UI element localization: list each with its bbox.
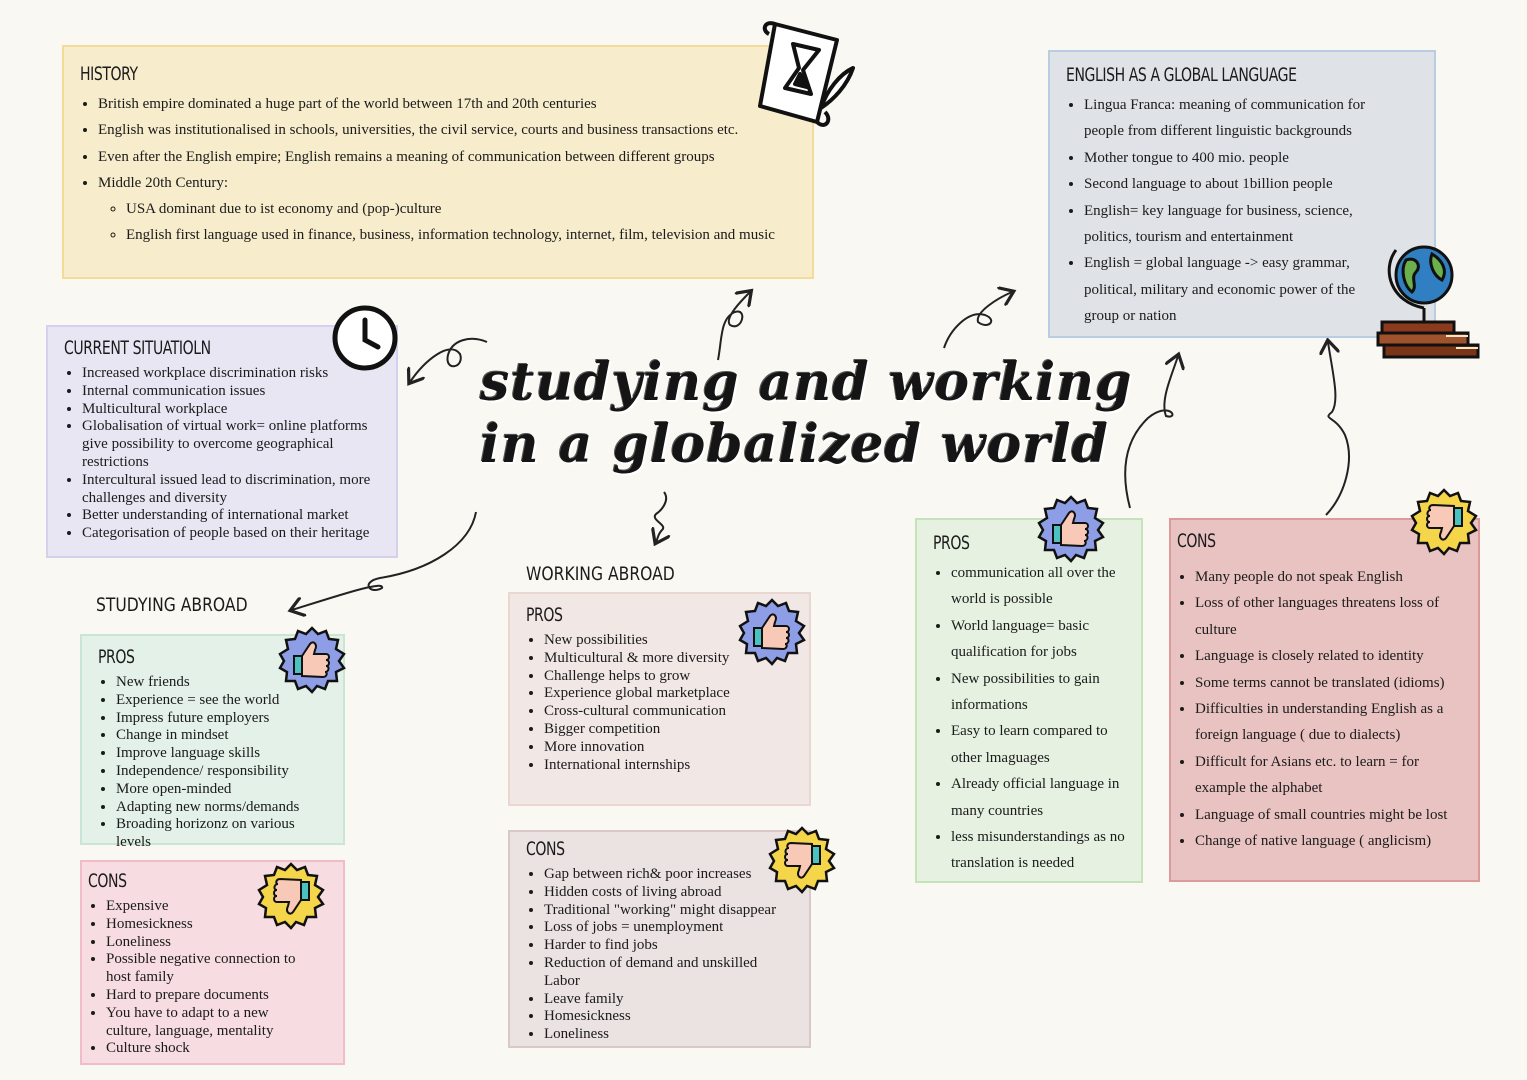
english-pros-heading: PROS bbox=[933, 532, 970, 554]
list-item: • Broading horizonz on various levels bbox=[116, 816, 327, 852]
list-item: • Lingua Franca: meaning of communication for people from different linguistic backgrounds bbox=[1084, 92, 1378, 145]
title-line-2: in a globalized world bbox=[480, 414, 1109, 475]
list-item: • less misunderstandings as no translation is needed bbox=[951, 824, 1125, 877]
list-item: • Language is closely related to identity bbox=[1195, 643, 1472, 669]
clock-icon bbox=[330, 303, 400, 373]
list-item: • Experience = see the world bbox=[116, 692, 327, 710]
list-item: • Intercultural issued lead to discrimination, more challenges and diversity bbox=[82, 472, 380, 508]
working-cons-heading: CONS bbox=[526, 838, 565, 860]
list-item: • British empire dominated a huge part of the world between 17th and 20th centuries bbox=[98, 91, 796, 117]
list-item: • More open-minded bbox=[116, 781, 327, 799]
list-item: • Mother tongue to 400 mio. people bbox=[1084, 145, 1378, 171]
list-item: • Leave family bbox=[544, 991, 793, 1009]
arrow-to-working bbox=[655, 492, 666, 542]
thumbs-down-icon bbox=[1410, 488, 1478, 556]
history-sublist bbox=[98, 196, 796, 249]
thumbs-up-icon bbox=[278, 626, 346, 694]
list-item: • English= key language for business, science, politics, tourism and entertainment bbox=[1084, 198, 1378, 251]
list-item: • New friends bbox=[116, 674, 327, 692]
english-pros-box bbox=[915, 518, 1143, 883]
scroll-hourglass-icon bbox=[755, 12, 860, 137]
list-item: • More innovation bbox=[544, 739, 793, 757]
list-item: • Even after the English empire; English remains a meaning of communication between different groups bbox=[98, 144, 796, 170]
list-item: • World language= basic qualification for jobs bbox=[951, 613, 1125, 666]
list-item: • Harder to find jobs bbox=[544, 937, 793, 955]
list-item: • Independence/ responsibility bbox=[116, 763, 327, 781]
history-heading: HISTORY bbox=[80, 63, 138, 85]
list-item: • Second language to about 1billion people bbox=[1084, 171, 1378, 197]
studying-pros-list bbox=[98, 674, 327, 852]
english-pros-list bbox=[933, 560, 1125, 877]
thumbs-up-icon bbox=[738, 598, 806, 666]
list-item: • Easy to learn compared to other lmaguages bbox=[951, 718, 1125, 771]
list-item: • Loss of jobs = unemployment bbox=[544, 919, 793, 937]
list-item: • Loneliness bbox=[106, 934, 337, 952]
english-cons-heading: CONS bbox=[1177, 530, 1216, 552]
list-item: • Better understanding of international market bbox=[82, 507, 380, 525]
list-item: • English = global language -> easy grammar, political, military and economic power of the group or nation bbox=[1084, 250, 1378, 329]
working-cons-box bbox=[508, 830, 811, 1048]
list-item: • Language of small countries might be lost bbox=[1195, 802, 1472, 828]
studying-cons-heading: CONS bbox=[88, 870, 127, 892]
arrow-pros-to-global bbox=[1125, 356, 1178, 508]
list-item: • Change of native language ( anglicism) bbox=[1195, 828, 1472, 854]
list-item: ◦ USA dominant due to ist economy and (pop-)culture bbox=[126, 196, 796, 222]
list-item: • English was institutionalised in schools, universities, the civil service, courts and business transactions etc. bbox=[98, 117, 796, 143]
history-box bbox=[62, 45, 814, 279]
studying-label: STUDYING ABROAD bbox=[96, 594, 248, 616]
list-item: • Gap between rich& poor increases bbox=[544, 866, 793, 884]
list-item: • Some terms cannot be translated (idioms) bbox=[1195, 670, 1472, 696]
english-cons-box bbox=[1169, 518, 1480, 882]
list-item: • Multicultural workplace bbox=[82, 401, 380, 419]
working-label: WORKING ABROAD bbox=[526, 563, 675, 585]
books-icon bbox=[1376, 318, 1481, 360]
history-list bbox=[80, 91, 796, 249]
list-item: • Improve language skills bbox=[116, 745, 327, 763]
list-item: • Difficulties in understanding English as a foreign language ( due to dialects) bbox=[1195, 696, 1472, 749]
english-global-heading: ENGLISH AS A GLOBAL LANGUAGE bbox=[1066, 64, 1297, 86]
list-item: • Loneliness bbox=[544, 1026, 793, 1044]
current-heading: CURRENT SITUATIOLN bbox=[64, 337, 211, 359]
list-item: • Experience global marketplace bbox=[544, 685, 793, 703]
english-global-list bbox=[1066, 92, 1418, 330]
list-item: • Many people do not speak English bbox=[1195, 564, 1472, 590]
list-item: • International internships bbox=[544, 757, 793, 775]
list-item: • Internal communication issues bbox=[82, 383, 380, 401]
list-item: • Globalisation of virtual work= online platforms give possibility to overcome geographical restrictions bbox=[82, 418, 380, 471]
list-item: • Hidden costs of living abroad bbox=[544, 884, 793, 902]
list-item: • Possible negative connection to host family bbox=[106, 951, 337, 987]
list-item: • Multicultural & more diversity bbox=[544, 650, 793, 668]
list-item: • Culture shock bbox=[106, 1040, 337, 1058]
english-cons-list bbox=[1177, 564, 1472, 854]
list-item: • Already official language in many countries bbox=[951, 771, 1125, 824]
main-title bbox=[480, 352, 1132, 476]
list-item: • Difficult for Asians etc. to learn = for example the alphabet bbox=[1195, 749, 1472, 802]
list-item: • Traditional "working" might disappear bbox=[544, 902, 793, 920]
title-line-1: studying and working bbox=[480, 352, 1133, 413]
list-item: • Cross-cultural communication bbox=[544, 703, 793, 721]
list-item: • Loss of other languages threatens loss of culture bbox=[1195, 590, 1472, 643]
thumbs-up-icon bbox=[1037, 495, 1105, 563]
list-item: • Categorisation of people based on their heritage bbox=[82, 525, 380, 543]
arrow-to-current bbox=[410, 339, 487, 382]
arrow-cons-to-global bbox=[1326, 342, 1349, 515]
studying-pros-heading: PROS bbox=[98, 646, 135, 668]
list-item: • Expensive bbox=[106, 898, 337, 916]
list-item: • Impress future employers bbox=[116, 710, 327, 728]
working-pros-heading: PROS bbox=[526, 604, 563, 626]
list-item: • Bigger competition bbox=[544, 721, 793, 739]
thumbs-down-icon bbox=[768, 826, 836, 894]
list-item: • Challenge helps to grow bbox=[544, 668, 793, 686]
list-item: • Homesickness bbox=[544, 1008, 793, 1026]
list-item bbox=[98, 170, 796, 249]
list-item-text: Middle 20th Century: bbox=[98, 174, 228, 191]
list-item: • Hard to prepare documents bbox=[106, 987, 337, 1005]
current-list bbox=[64, 365, 380, 543]
thumbs-down-icon bbox=[257, 862, 325, 930]
list-item: • New possibilities to gain informations bbox=[951, 666, 1125, 719]
working-cons-list bbox=[526, 866, 793, 1044]
list-item: • Change in mindset bbox=[116, 727, 327, 745]
list-item: • Homesickness bbox=[106, 916, 337, 934]
list-item: ◦ English first language used in finance, business, information technology, internet, film, television and music bbox=[126, 222, 796, 248]
list-item: • New possibilities bbox=[544, 632, 793, 650]
list-item: • Adapting new norms/demands bbox=[116, 799, 327, 817]
list-item: • communication all over the world is possible bbox=[951, 560, 1125, 613]
list-item: • Reduction of demand and unskilled Labor bbox=[544, 955, 793, 991]
list-item: • You have to adapt to a new culture, language, mentality bbox=[106, 1005, 337, 1041]
list-item: • Increased workplace discrimination risks bbox=[82, 365, 380, 383]
arrow-to-english-global bbox=[944, 292, 1012, 348]
arrow-to-history bbox=[718, 292, 750, 360]
